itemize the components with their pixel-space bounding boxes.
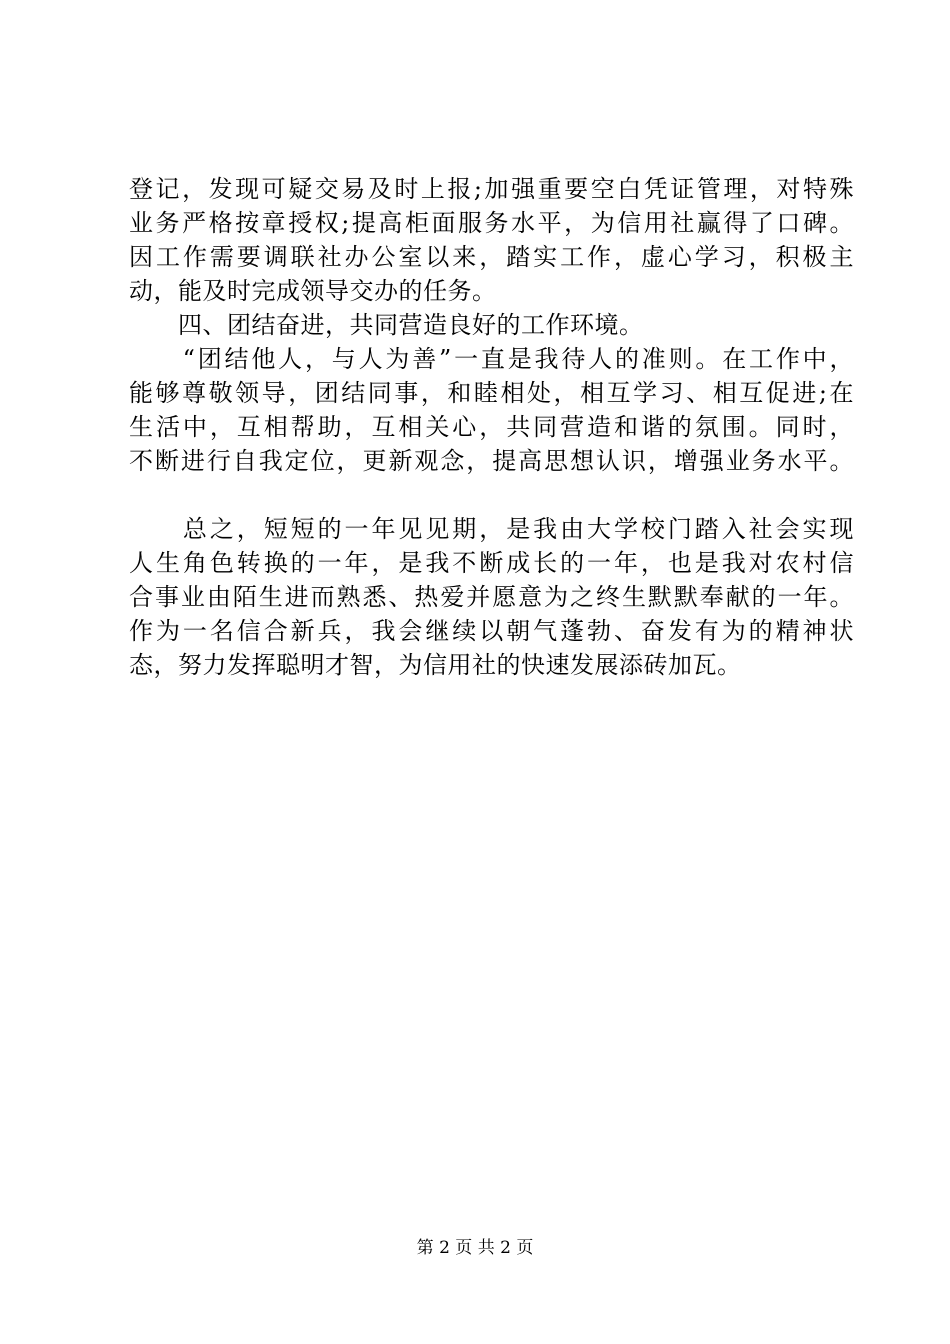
body-line-1: 登记，发现可疑交易及时上报;加强重要空白凭证管理，对特殊 [129,175,854,203]
body-line-2: 业务严格按章授权;提高柜面服务水平，为信用社赢得了口碑。 [129,209,854,237]
body-line-8: 生活中，互相帮助，互相关心，共同营造和谐的氛围。同时， [129,413,854,441]
body-line-12: 合事业由陌生进而熟悉、热爱并愿意为之终生默默奉献的一年。 [129,583,854,611]
paragraph-gap [129,478,854,512]
body-line-9: 不断进行自我定位，更新观念，提高思想认识，增强业务水平。 [129,447,854,475]
document-body [129,172,854,682]
body-line-13: 作为一名信合新兵，我会继续以朝气蓬勃、奋发有为的精神状 [129,617,854,645]
body-line-14: 态，努力发挥聪明才智，为信用社的快速发展添砖加瓦。 [129,651,742,679]
body-line-7: 能够尊敬领导，团结同事，和睦相处，相互学习、相互促进;在 [129,379,854,407]
body-line-11: 人生角色转换的一年，是我不断成长的一年，也是我对农村信 [129,549,854,577]
section-heading-four: 四、团结奋进，共同营造良好的工作环境。 [129,311,644,339]
body-line-4: 动，能及时完成领导交办的任务。 [129,277,497,305]
body-line-6: “团结他人，与人为善”一直是我待人的准则。在工作中， [129,345,854,373]
body-line-3: 因工作需要调联社办公室以来，踏实工作，虚心学习，积极主 [129,243,854,271]
body-line-10: 总之，短短的一年见见期，是我由大学校门踏入社会实现 [129,515,854,543]
page-footer: 第 2 页 共 2 页 [416,1238,534,1258]
